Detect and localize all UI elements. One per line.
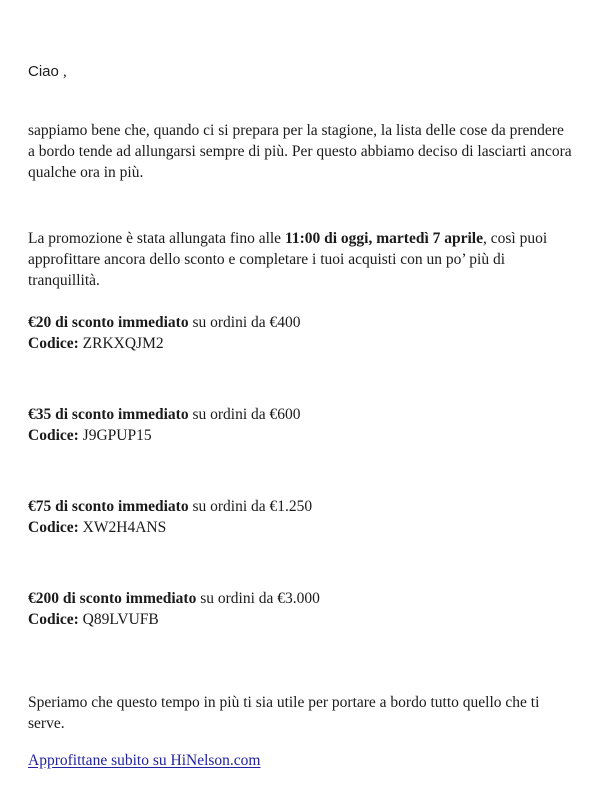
promo-deadline: 11:00 di oggi, martedì 7 aprile [284,229,483,247]
offer-code-line [28,609,574,630]
offer-condition: su ordini da €600 [188,406,301,423]
offer-headline-line [28,588,574,609]
offer-headline-line [28,312,574,333]
offer-headline: €20 di sconto immediato [28,314,189,331]
offer-condition: su ordini da €3.000 [196,590,320,607]
intro-paragraph: sappiamo bene che, quando ci si prepara per la stagione, la lista delle cose da prendere a bordo tende ad allungarsi sempre di più. Per questo abbiamo deciso di lasciarti ancora qualche ora in più. [28,121,572,181]
offer-code-value: ZRKXQJM2 [78,335,164,352]
offer-block [28,312,574,354]
offer-code-line [28,333,574,354]
offer-headline-line [28,496,574,517]
offer-headline-line [28,404,574,425]
offer-code-value: XW2H4ANS [78,519,167,536]
greeting-comma: , [63,64,67,80]
offer-condition: su ordini da €1.250 [188,498,313,515]
closing-paragraph: Speriamo che questo tempo in più ti sia utile per portare a bordo tutto quello che ti serve. [28,693,540,732]
greeting-line [28,62,67,82]
promo-text-before: La promozione è stata allungata fino alle [28,229,285,247]
promo-text-after: , così puoi approfittare ancora dello sconto e completare i tuoi acquisti con un po’ più di tranquillità. [28,229,548,289]
cta-link[interactable]: Approfittane subito su HiNelson.com [28,752,261,769]
offer-block [28,588,574,630]
offer-headline: €200 di sconto immediato [28,590,197,607]
offer-code-line [28,425,574,446]
promo-paragraph [28,228,574,291]
offer-code-label: Codice: [28,335,79,352]
offer-block [28,496,574,538]
offer-code-line [28,517,574,538]
offer-code-value: J9GPUP15 [78,427,152,444]
offer-code-value: Q89LVUFB [78,611,159,628]
offer-condition: su ordini da €400 [188,314,301,331]
offer-headline: €35 di sconto immediato [28,406,189,423]
offer-code-label: Codice: [28,427,79,444]
greeting-text: Ciao [28,63,59,80]
offer-block [28,404,574,446]
offer-code-label: Codice: [28,611,79,628]
offer-code-label: Codice: [28,519,79,536]
offer-headline: €75 di sconto immediato [28,498,189,515]
